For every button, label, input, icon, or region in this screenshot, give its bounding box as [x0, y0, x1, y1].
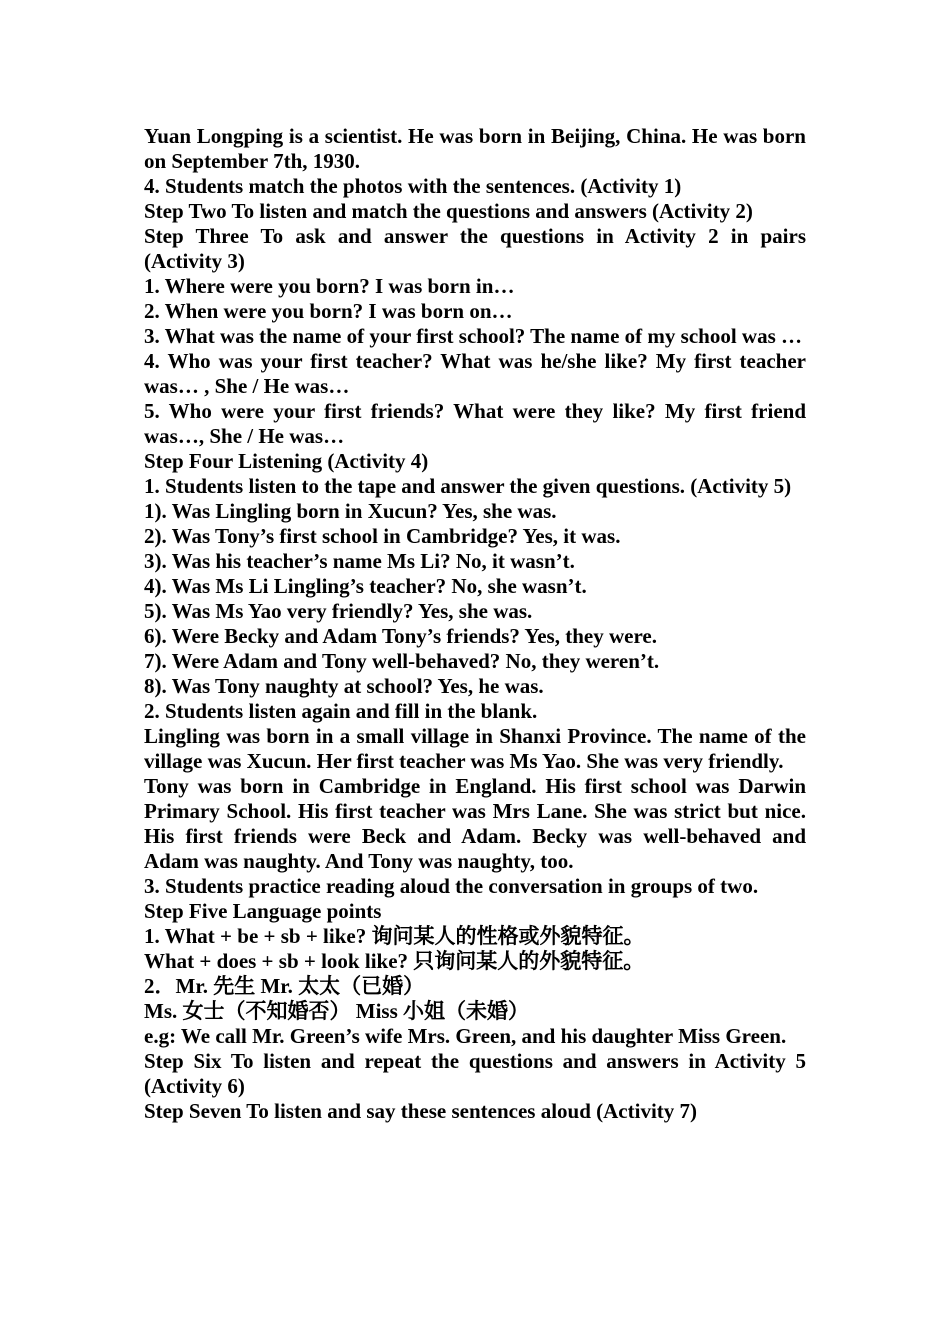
step-two-heading: Step Two To listen and match the questions and answers (Activity 2) [144, 199, 753, 223]
language-point-1b: What + does + sb + look like? 只询问某人的外貌特征。 [144, 949, 645, 973]
step-five-heading: Step Five Language points [144, 899, 382, 923]
question-4: 4. Who was your first teacher? What was he/she like? My first teacher was… , She / He was… [144, 349, 806, 398]
step-seven-heading: Step Seven To listen and say these sentences aloud (Activity 7) [144, 1099, 698, 1123]
answer-7: 7). Were Adam and Tony well-behaved? No, they weren’t. [144, 649, 660, 673]
listening-task-1: 1. Students listen to the tape and answer the given questions. (Activity 5) [144, 474, 792, 498]
answer-6: 6). Were Becky and Adam Tony’s friends? Yes, they were. [144, 624, 657, 648]
listening-task-3: 3. Students practice reading aloud the conversation in groups of two. [144, 874, 759, 898]
document-page [144, 124, 806, 1124]
tony-paragraph: Tony was born in Cambridge in England. His first school was Darwin Primary School. His first teacher was Mrs Lane. She was strict but nice. His first friends were Beck and Adam. Becky was well-behaved and Adam was naughty. And Tony was naughty, too. [144, 774, 806, 873]
lingling-paragraph: Lingling was born in a small village in Shanxi Province. The name of the village was Xucun. Her first teacher was Ms Yao. She was very friendly. [144, 724, 806, 773]
question-3: 3. What was the name of your first school? The name of my school was … [144, 324, 803, 348]
activity-1-line: 4. Students match the photos with the sentences. (Activity 1) [144, 174, 682, 198]
step-four-heading: Step Four Listening (Activity 4) [144, 449, 429, 473]
answer-1: 1). Was Lingling born in Xucun? Yes, she was. [144, 499, 557, 523]
language-point-2b: Ms. 女士（不知婚否） Miss 小姐（未婚） [144, 999, 529, 1023]
question-2: 2. When were you born? I was born on… [144, 299, 513, 323]
example-sentence: e.g: We call Mr. Green’s wife Mrs. Green, and his daughter Miss Green. [144, 1024, 787, 1048]
answer-8: 8). Was Tony naughty at school? Yes, he was. [144, 674, 544, 698]
question-1: 1. Where were you born? I was born in… [144, 274, 515, 298]
answer-4: 4). Was Ms Li Lingling’s teacher? No, she wasn’t. [144, 574, 587, 598]
step-three-heading: Step Three To ask and answer the questions in Activity 2 in pairs (Activity 3) [144, 224, 806, 273]
listening-task-2: 2. Students listen again and fill in the blank. [144, 699, 538, 723]
question-5: 5. Who were your first friends? What were they like? My first friend was…, She / He was… [144, 399, 806, 448]
language-point-1a: 1. What + be + sb + like? 询问某人的性格或外貌特征。 [144, 924, 645, 948]
answer-2: 2). Was Tony’s first school in Cambridge? Yes, it was. [144, 524, 621, 548]
language-point-2a: 2．Mr. 先生 Mr. 太太（已婚） [144, 974, 425, 998]
answer-3: 3). Was his teacher’s name Ms Li? No, it wasn’t. [144, 549, 575, 573]
answer-5: 5). Was Ms Yao very friendly? Yes, she was. [144, 599, 533, 623]
step-six-heading: Step Six To listen and repeat the questions and answers in Activity 5 (Activity 6) [144, 1049, 806, 1098]
intro-paragraph: Yuan Longping is a scientist. He was born in Beijing, China. He was born on September 7th, 1930. [144, 124, 806, 173]
